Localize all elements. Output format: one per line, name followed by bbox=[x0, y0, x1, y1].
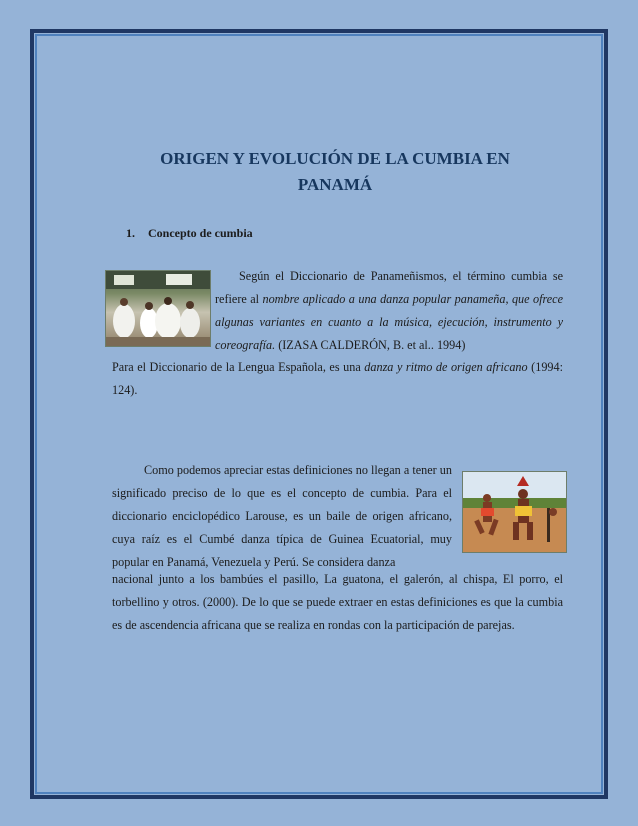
african-dance-photo bbox=[462, 471, 567, 553]
paragraph-3: Como podemos apreciar estas definiciones no llegan a tener un significado preciso de lo que es el concepto de cumbia. Para el diccionario enciclopédico Larouse, es un baile de origen africano, cuya raíz es el Cumbé danza típica de Guinea Ecuatorial, muy popular en Panamá, Venezuela y Perú. Se considera danza bbox=[112, 463, 452, 569]
section-heading bbox=[126, 226, 253, 241]
title-line-1: ORIGEN Y EVOLUCIÓN DE LA CUMBIA EN bbox=[160, 149, 510, 168]
dancers-illustration bbox=[106, 271, 210, 346]
paragraph-2 bbox=[112, 356, 563, 402]
paragraph-2-italic: danza y ritmo de origen africano bbox=[364, 360, 528, 374]
section-label: Concepto de cumbia bbox=[148, 226, 253, 240]
paragraph-1-citation: (IZASA CALDERÓN, B. et al.. 1994) bbox=[275, 338, 466, 352]
paragraph-1-text: Según el Diccionario de Panameñismos, el término cumbia se refiere al bbox=[215, 269, 563, 306]
paragraph-2-text: Para el Diccionario de la Lengua Española, es una bbox=[112, 360, 365, 374]
section-number: 1. bbox=[126, 226, 135, 240]
title-line-2: PANAMÁ bbox=[297, 175, 373, 194]
paragraph-1-italic: nombre aplicado a una danza popular panameña, que ofrece algunas variantes en cuanto a la música, ejecución, instrumento y coreografía. bbox=[215, 292, 563, 352]
paragraph-1 bbox=[215, 265, 563, 357]
paragraph-4: nacional junto a los bambúes el pasillo, La guatona, el galerón, al chispa, El porro, el torbellino y otros. (2000). De lo que se puede extraer en estas definiciones es que la cumbia es de ascendencia africana que se realiza en rondas con la participación de parejas. bbox=[112, 572, 563, 632]
dance-performers-illustration bbox=[463, 472, 566, 552]
paragraph-2-citation: (1994: 124). bbox=[112, 360, 563, 397]
page-title bbox=[112, 146, 558, 198]
cumbia-dancers-photo bbox=[105, 270, 211, 347]
